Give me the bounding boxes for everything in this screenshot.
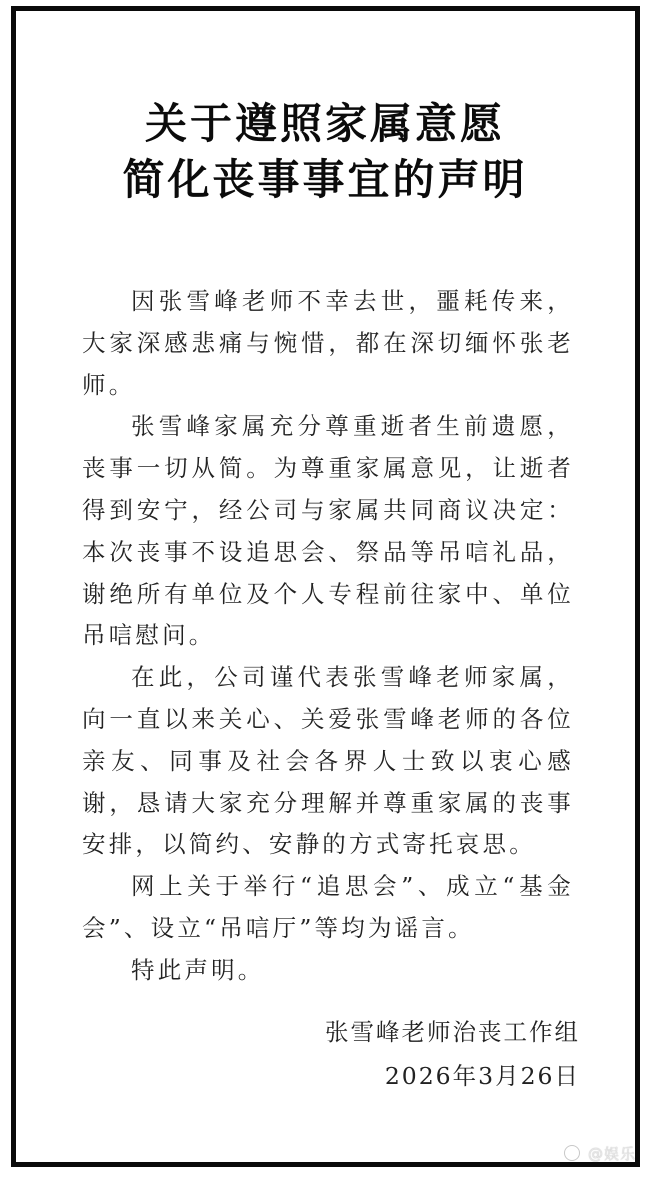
paragraph-funeral-arrangements: 张雪峰家属充分尊重逝者生前遗愿，丧事一切从简。为尊重家属意见，让逝者得到安宁，经公司与家属共同商议决定：本次丧事不设追思会、祭品等吊唁礼品，谢绝所有单位及个人专程前往家中、单位吊唁慰问。: [82, 412, 574, 650]
watermark-logo-icon: [564, 1145, 580, 1161]
watermark: [564, 1143, 636, 1164]
statement-body: [82, 281, 574, 992]
signature-date: 2026年3月26日: [384, 1062, 580, 1090]
signature-block: [325, 1010, 580, 1098]
paragraph-rumor-clarification: 网上关于举行“追思会”、成立“基金会”、设立“吊唁厅”等均为谣言。: [82, 872, 574, 942]
document-title: [0, 96, 650, 208]
title-line-1: 关于遵照家属意愿: [144, 99, 505, 148]
signature-organization: 张雪峰老师治丧工作组: [325, 1018, 580, 1046]
title-line-2: 简化丧事事宜的声明: [122, 155, 528, 204]
paragraph-closing: 特此声明。: [131, 955, 265, 984]
paragraph-thanks: 在此，公司谨代表张雪峰老师家属，向一直以来关心、关爱张雪峰老师的各位亲友、同事及社会各界人士致以衷心感谢，恳请大家充分理解并尊重家属的丧事安排，以简约、安静的方式寄托哀思。: [82, 663, 574, 859]
watermark-text: @娱乐: [587, 1145, 636, 1163]
paragraph-condolence: 因张雪峰老师不幸去世，噩耗传来，大家深感悲痛与惋惜，都在深切缅怀张老师。: [82, 287, 574, 399]
